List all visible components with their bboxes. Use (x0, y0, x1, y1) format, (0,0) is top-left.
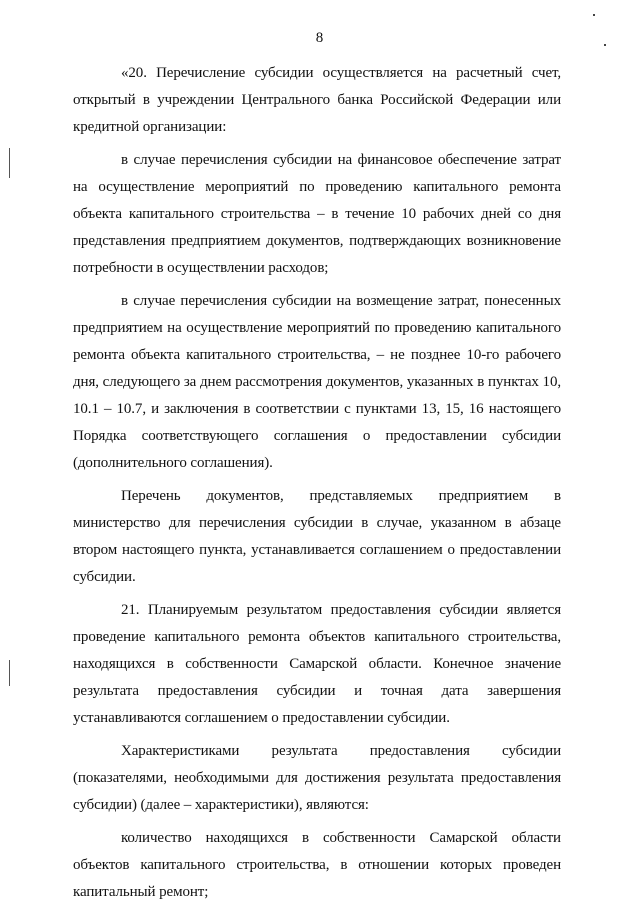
paragraph-characteristics: Характеристиками результата предоставления субсидии (показателями, необходимыми для достижения результата предоставления субсидии) (далее – характеристики), являются: (73, 743, 561, 813)
paragraph-reimbursement-case: в случае перечисления субсидии на возмещение затрат, понесенных предприятием на осуществление мероприятий по проведению капитального ремонта объекта капитального строительства, – не позднее 10-го рабочего дня, следующего за днем рассмотрения документов, указанных в пунктах 10, 10.1 – 10.7, и заключения в соответствии с пунктами 13, 15, 16 настоящего Порядка соответствующего соглашения о предоставлении субсидии (дополнительного соглашения). (73, 293, 561, 471)
scan-margin-mark (9, 660, 10, 686)
paragraph-financial-support-case: в случае перечисления субсидии на финансовое обеспечение затрат на осуществление мероприятий по проведению капитального ремонта объекта капитального строительства – в течение 10 рабочих дней со дня представления предприятием документов, подтверждающих возникновение потребности в осуществлении расходов; (73, 152, 561, 276)
page-number: 8 (315, 30, 324, 46)
scan-speck (593, 14, 595, 16)
scan-speck (604, 44, 606, 46)
document-body (73, 60, 561, 912)
paragraph-20-intro: «20. Перечисление субсидии осуществляется на расчетный счет, открытый в учреждении Центрального банка Российской Федерации или кредитной организации: (73, 65, 561, 135)
paragraph-objects-count: количество находящихся в собственности Самарской области объектов капитального строительства, в отношении которых проведен капитальный ремонт; (73, 830, 561, 900)
paragraph-21-result: 21. Планируемым результатом предоставления субсидии является проведение капитального ремонта объектов капитального строительства, находящихся в собственности Самарской области. Конечное значение результата предоставления субсидии и точная дата завершения устанавливаются соглашением о предоставлении субсидии. (73, 602, 561, 726)
scan-margin-mark (9, 148, 10, 178)
paragraph-documents-list: Перечень документов, представляемых предприятием в министерство для перечисления субсидии в случае, указанном в абзаце втором настоящего пункта, устанавливается соглашением о предоставлении субсидии. (73, 488, 561, 585)
